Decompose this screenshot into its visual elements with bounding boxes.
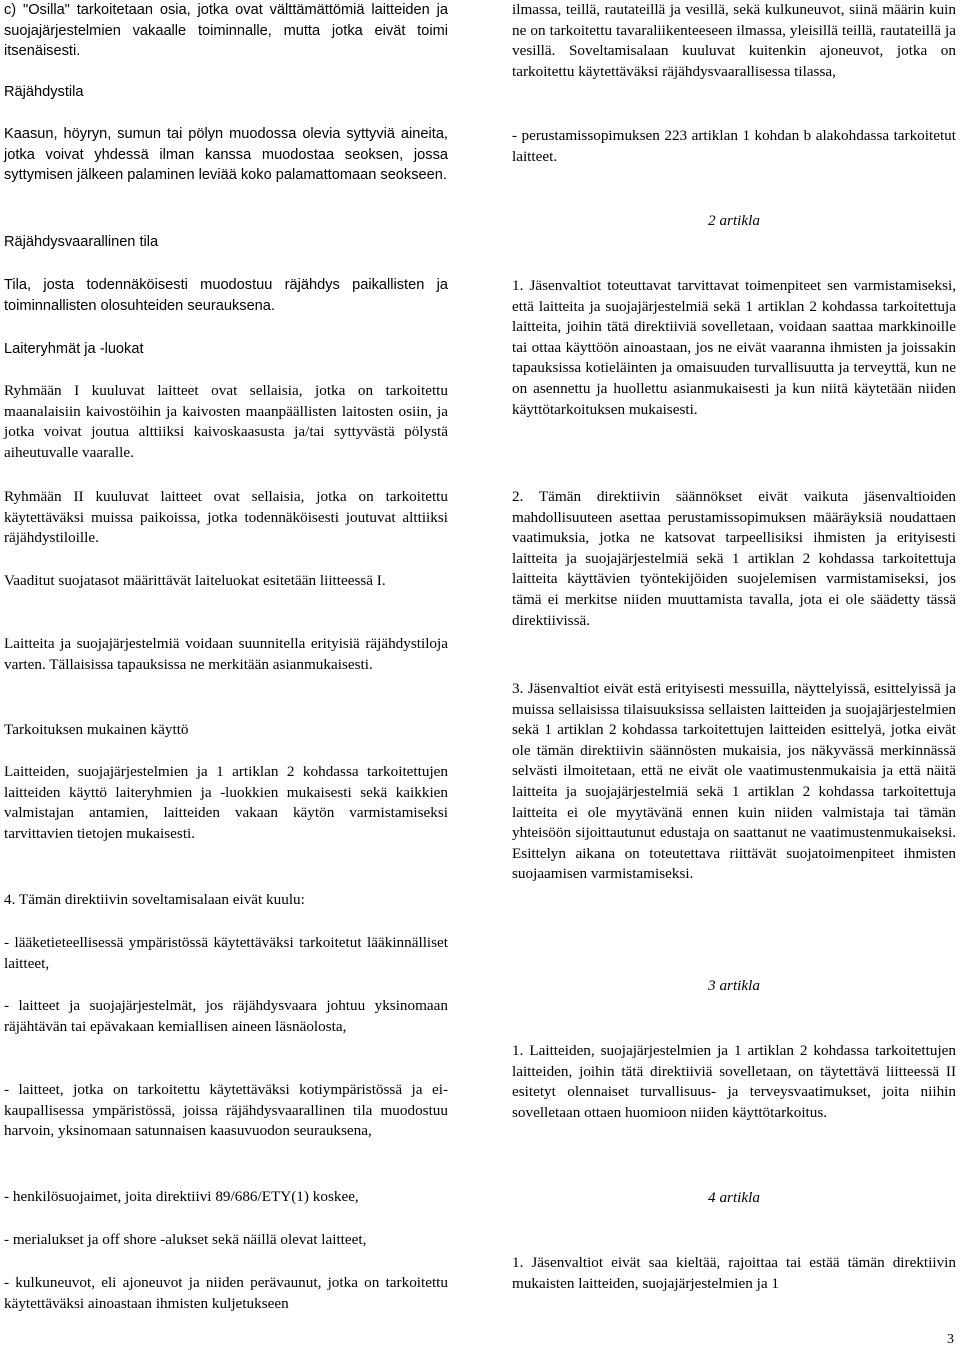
list-item-perustamissopimus: - perustamissopimuksen 223 artiklan 1 kohdan b alakohdassa tarkoitetut laitteet. xyxy=(512,127,956,165)
paragraph-suojatasot: Vaaditut suojatasot määrittävät laiteluokat esitetään liitteessä I. xyxy=(4,572,386,589)
paragraph-art2-1: 1. Jäsenvaltiot toteuttavat tarvittavat toimenpiteet sen varmistamiseksi, että laitteita ja suojajärjestelmiä sekä 1 artiklan 2 kohdassa tarkoitettuja laitteita, joihin tätä direktiiviä sovelletaan, voidaan saattaa markkinoille tai ottaa käyttöön ainoastaan, jos ne eivät vaaranna ihmisten ja joissakin tapauksissa kotieläinten ja omaisuuden turvallisuutta ja terveyttä, kun ne on asennettu ja huollettu asianmukaisesti ja kun niitä käytetään niiden käyttötarkoituksen mukaisesti. xyxy=(512,277,956,418)
paragraph-art2-2: 2. Tämän direktiivin säännökset eivät vaikuta jäsenvaltioiden mahdollisuuteen asettaa perustamissopimuksen määräyksiä noudattaen vaatimuksia, jotka ne katsovat tarpeellisiksi ihmisten ja erityisesti laitteita ja suojajärjestelmiä sekä 1 artiklan 2 kohdassa tarkoitettuja laitteita käyttävien työntekijöiden suojelemisen varmistamiseksi, jos tämä ei merkitse niiden muuttamista tavalla, jota ei ole säädetty tässä direktiivissä. xyxy=(512,488,956,629)
heading-rajahdysvaarallinen-tila: Räjähdysvaarallinen tila xyxy=(4,234,159,250)
paragraph-ryhma-ii: Ryhmään II kuuluvat laitteet ovat sellaisia, jotka on tarkoitettu käytettäväksi muissa paikoissa, jotka todennäköisesti joutuvat alttiiksi räjähdystiloille. xyxy=(4,488,448,547)
heading-tarkoituksen-mukainen-kaytto: Tarkoituksen mukainen käyttö xyxy=(4,721,189,738)
heading-rajahdystila: Räjähdystila xyxy=(4,84,84,100)
heading-4-artikla: 4 artikla xyxy=(708,1189,760,1206)
list-item-kotiymparisto: - laitteet, jotka on tarkoitettu käytettäväksi kotiympäristössä ja ei-kaupallisessa ympäristössä, joissa räjähdysvaarallinen tila muodostuu harvoin, yksinomaan satunnaisen kaasuvuodon seurauksena, xyxy=(4,1081,448,1140)
list-item-kulkuneuvot: - kulkuneuvot, eli ajoneuvot ja niiden perävaunut, jotka on tarkoitettu käytettäväksi ainoastaan ihmisten kuljetukseen xyxy=(4,1274,448,1312)
paragraph-rajahdystila: Kaasun, höyryn, sumun tai pölyn muodossa olevia syttyviä aineita, jotka voivat yhdessä ilman kanssa muodostaa seoksen, jossa syttymisen jälkeen palaminen leviää koko palamattomaan seokseen. xyxy=(4,126,448,184)
heading-laiteryhmat: Laiteryhmät ja -luokat xyxy=(4,341,144,357)
list-item-rajahtava-aine: - laitteet ja suojajärjestelmät, jos räjähdysvaara johtuu yksinomaan räjähtävän tai epävakaan kemiallisen aineen läsnäolosta, xyxy=(4,997,448,1035)
list-item-merialukset: - merialukset ja off shore -alukset sekä näillä olevat laitteet, xyxy=(4,1231,367,1248)
paragraph-kulkuneuvot-jatko: ilmassa, teillä, rautateillä ja vesillä, sekä kulkuneuvot, siinä määrin kuin ne on tarkoitettu tavaraliikenteeseen ilmassa, yleisillä teillä, rautateillä ja vesillä. Soveltamisalaan kuuluvat kuitenkin ajoneuvot, jotka on tarkoitettu käytettäväksi räjähdysvaarallisessa tilassa, xyxy=(512,1,956,80)
paragraph-art3-1: 1. Laitteiden, suojajärjestelmien ja 1 artiklan 2 kohdassa tarkoitettujen laitteiden, joihin tätä direktiiviä sovelletaan, on täytettävä liitteessä II esitetyt olennaiset turvallisuus- ja terveysvaatimukset, joita niihin sovelletaan ottaen huomioon niiden käyttötarkoitus. xyxy=(512,1042,956,1121)
paragraph-art4-1: 1. Jäsenvaltiot eivät saa kieltää, rajoittaa tai estää tämän direktiivin mukaisten laitteiden, suojajärjestelmien ja 1 xyxy=(512,1254,956,1292)
paragraph-soveltamisala: 4. Tämän direktiivin soveltamisalaan eivät kuulu: xyxy=(4,891,305,908)
page-number: 3 xyxy=(947,1332,954,1347)
heading-2-artikla: 2 artikla xyxy=(708,212,760,229)
paragraph-ryhma-i: Ryhmään I kuuluvat laitteet ovat sellaisia, jotka on tarkoitettu maanalaisiin kaivostöihin ja kaivosten maanpäällisten laitosten osiin, ja jotka voivat joutua alttiiksi kaivoskaasusta ja/tai syttyvästä pölystä aiheutuvalle vaaralle. xyxy=(4,382,448,461)
list-item-laakinnalliset: - lääketieteellisessä ympäristössä käytettäväksi tarkoitetut lääkinnälliset laitteet, xyxy=(4,934,448,972)
paragraph-art2-3: 3. Jäsenvaltiot eivät estä erityisesti messuilla, näyttelyissä, esittelyissä ja muissa sellaisissa tilaisuuksissa sellaisten laitteiden ja suojajärjestelmien sekä 1 artiklan 2 kohdassa tarkoitettujen laitteiden esittelyä, jotka eivät ole tämän direktiivin säännösten mukaisia, jos näkyvässä merkinnässä selvästi ilmoitetaan, että ne eivät ole vaatimustenmukaisia ja että näitä laitteita ja suojajärjestelmiä sekä 1 artiklan 2 kohdassa tarkoitettuja laitteita ei ole myytävänä ennen kuin niiden valmistaja tai tämän yhteisöön sijoittautunut edustaja on saattanut ne vaatimustenmukaiseksi. Esittelyn aikana on toteutettava riittävät suojatoimenpiteet ihmisten suojaamisen varmistamiseksi. xyxy=(512,680,956,883)
paragraph-rajahdysvaarallinen-tila: Tila, josta todennäköisesti muodostuu räjähdys paikallisten ja toiminnallisten olosuhteiden seurauksena. xyxy=(4,277,448,314)
paragraph-kaytto: Laitteiden, suojajärjestelmien ja 1 artiklan 2 kohdassa tarkoitettujen laitteiden käyttö laiteryhmien ja -luokkien mukaisesti sekä kaikkien valmistajan antamien, laitteiden vakaan käytön varmistamiseksi tarvittavien tietojen mukaisesti. xyxy=(4,763,448,842)
paragraph-erityiset-rajahdystilat: Laitteita ja suojajärjestelmiä voidaan suunnitella erityisiä räjähdystiloja varten. Tällaisissa tapauksissa ne merkitään asianmukaisesti. xyxy=(4,635,448,673)
paragraph-osilla: c) "Osilla" tarkoitetaan osia, jotka ovat välttämättömiä laitteiden ja suojajärjestelmien vakaalle toiminnalle, mutta jotka eivät toimi itsenäisesti. xyxy=(4,2,448,60)
heading-3-artikla: 3 artikla xyxy=(708,977,760,994)
list-item-henkilosuojaimet: - henkilösuojaimet, joita direktiivi 89/686/ETY(1) koskee, xyxy=(4,1188,359,1205)
